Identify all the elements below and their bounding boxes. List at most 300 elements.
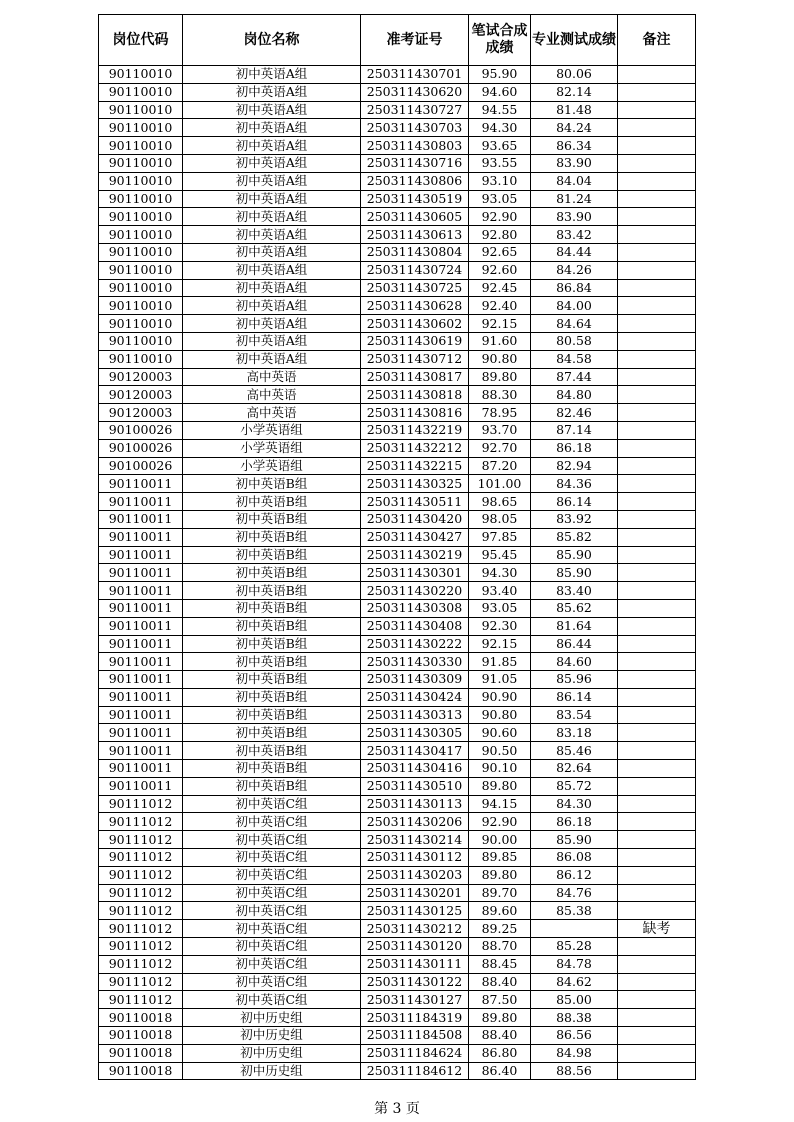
post-name-cell: 初中英语B组: [183, 599, 361, 617]
table-row: [99, 457, 696, 475]
header-professional-score: 专业测试成绩: [531, 15, 618, 66]
ticket-number-cell: 250311430203: [361, 866, 469, 884]
table-row: [99, 866, 696, 884]
table-row: [99, 208, 696, 226]
ticket-number-cell: 250311430712: [361, 350, 469, 368]
post-code-cell: 90110018: [99, 1044, 183, 1062]
table-row: [99, 119, 696, 137]
post-name-cell: 初中英语B组: [183, 742, 361, 760]
table-row: [99, 261, 696, 279]
written-score-cell: 92.45: [469, 279, 531, 297]
professional-score-cell: 88.38: [531, 1009, 618, 1027]
remark-cell: [618, 706, 696, 724]
ticket-number-cell: 250311430724: [361, 261, 469, 279]
remark-cell: [618, 813, 696, 831]
professional-score-cell: 85.90: [531, 831, 618, 849]
table-row: [99, 297, 696, 315]
written-score-cell: 93.10: [469, 172, 531, 190]
written-score-cell: 92.90: [469, 813, 531, 831]
professional-score-cell: [531, 920, 618, 938]
ticket-number-cell: 250311430427: [361, 528, 469, 546]
post-name-cell: 初中英语A组: [183, 332, 361, 350]
ticket-number-cell: 250311430602: [361, 315, 469, 333]
professional-score-cell: 83.42: [531, 226, 618, 244]
post-code-cell: 90110010: [99, 172, 183, 190]
written-score-cell: 92.15: [469, 635, 531, 653]
remark-cell: [618, 760, 696, 778]
ticket-number-cell: 250311430214: [361, 831, 469, 849]
written-score-cell: 95.90: [469, 66, 531, 84]
post-name-cell: 初中英语A组: [183, 208, 361, 226]
ticket-number-cell: 250311432219: [361, 421, 469, 439]
remark-cell: [618, 653, 696, 671]
professional-score-cell: 84.04: [531, 172, 618, 190]
ticket-number-cell: 250311430804: [361, 243, 469, 261]
written-score-cell: 88.30: [469, 386, 531, 404]
table-row: [99, 510, 696, 528]
table-body: [99, 66, 696, 1080]
remark-cell: [618, 742, 696, 760]
professional-score-cell: 82.46: [531, 404, 618, 422]
ticket-number-cell: 250311430416: [361, 760, 469, 778]
written-score-cell: 94.30: [469, 564, 531, 582]
post-code-cell: 90110010: [99, 243, 183, 261]
remark-cell: [618, 510, 696, 528]
professional-score-cell: 82.14: [531, 83, 618, 101]
table-row: [99, 83, 696, 101]
post-code-cell: 90111012: [99, 884, 183, 902]
post-name-cell: 初中英语C组: [183, 920, 361, 938]
professional-score-cell: 84.60: [531, 653, 618, 671]
ticket-number-cell: 250311430510: [361, 777, 469, 795]
professional-score-cell: 84.26: [531, 261, 618, 279]
written-score-cell: 90.00: [469, 831, 531, 849]
table-row: [99, 386, 696, 404]
professional-score-cell: 86.14: [531, 688, 618, 706]
ticket-number-cell: 250311430725: [361, 279, 469, 297]
written-score-cell: 88.45: [469, 955, 531, 973]
remark-cell: 缺考: [618, 920, 696, 938]
table-row: [99, 849, 696, 867]
post-code-cell: 90100026: [99, 439, 183, 457]
professional-score-cell: 88.56: [531, 1062, 618, 1080]
table-row: [99, 902, 696, 920]
written-score-cell: 93.05: [469, 599, 531, 617]
post-code-cell: 90110011: [99, 475, 183, 493]
post-code-cell: 90110018: [99, 1009, 183, 1027]
post-code-cell: 90111012: [99, 920, 183, 938]
ticket-number-cell: 250311430817: [361, 368, 469, 386]
post-name-cell: 初中英语B组: [183, 688, 361, 706]
post-name-cell: 初中历史组: [183, 1009, 361, 1027]
post-code-cell: 90110010: [99, 332, 183, 350]
ticket-number-cell: 250311430408: [361, 617, 469, 635]
post-code-cell: 90100026: [99, 421, 183, 439]
remark-cell: [618, 831, 696, 849]
table-row: [99, 546, 696, 564]
post-name-cell: 初中英语B组: [183, 617, 361, 635]
post-code-cell: 90110011: [99, 653, 183, 671]
professional-score-cell: 86.12: [531, 866, 618, 884]
post-name-cell: 高中英语: [183, 404, 361, 422]
post-name-cell: 初中历史组: [183, 1062, 361, 1080]
post-code-cell: 90120003: [99, 368, 183, 386]
post-name-cell: 小学英语组: [183, 457, 361, 475]
ticket-number-cell: 250311430120: [361, 938, 469, 956]
written-score-cell: 94.60: [469, 83, 531, 101]
table-row: [99, 1044, 696, 1062]
post-name-cell: 初中英语A组: [183, 261, 361, 279]
written-score-cell: 87.50: [469, 991, 531, 1009]
post-code-cell: 90110011: [99, 777, 183, 795]
written-score-cell: 90.60: [469, 724, 531, 742]
ticket-number-cell: 250311430308: [361, 599, 469, 617]
remark-cell: [618, 279, 696, 297]
written-score-cell: 86.40: [469, 1062, 531, 1080]
table-row: [99, 973, 696, 991]
professional-score-cell: 86.34: [531, 137, 618, 155]
professional-score-cell: 84.98: [531, 1044, 618, 1062]
post-name-cell: 高中英语: [183, 386, 361, 404]
remark-cell: [618, 332, 696, 350]
post-code-cell: 90110010: [99, 66, 183, 84]
written-score-cell: 91.60: [469, 332, 531, 350]
professional-score-cell: 84.78: [531, 955, 618, 973]
written-score-cell: 90.80: [469, 350, 531, 368]
table-row: [99, 671, 696, 689]
ticket-number-cell: 250311430424: [361, 688, 469, 706]
written-score-cell: 93.40: [469, 582, 531, 600]
remark-cell: [618, 991, 696, 1009]
post-name-cell: 初中英语B组: [183, 635, 361, 653]
written-score-cell: 91.85: [469, 653, 531, 671]
table-row: [99, 795, 696, 813]
post-name-cell: 初中历史组: [183, 1027, 361, 1045]
post-name-cell: 初中英语C组: [183, 831, 361, 849]
ticket-number-cell: 250311184612: [361, 1062, 469, 1080]
ticket-number-cell: 250311430519: [361, 190, 469, 208]
ticket-number-cell: 250311430122: [361, 973, 469, 991]
ticket-number-cell: 250311430818: [361, 386, 469, 404]
professional-score-cell: 85.72: [531, 777, 618, 795]
professional-score-cell: 81.64: [531, 617, 618, 635]
professional-score-cell: 87.44: [531, 368, 618, 386]
post-code-cell: 90110010: [99, 261, 183, 279]
professional-score-cell: 84.80: [531, 386, 618, 404]
table-row: [99, 760, 696, 778]
post-name-cell: 初中英语A组: [183, 172, 361, 190]
professional-score-cell: 85.82: [531, 528, 618, 546]
remark-cell: [618, 582, 696, 600]
written-score-cell: 89.70: [469, 884, 531, 902]
post-code-cell: 90110011: [99, 528, 183, 546]
professional-score-cell: 83.90: [531, 154, 618, 172]
remark-cell: [618, 457, 696, 475]
post-name-cell: 高中英语: [183, 368, 361, 386]
remark-cell: [618, 671, 696, 689]
post-code-cell: 90110011: [99, 760, 183, 778]
table-row: [99, 493, 696, 511]
professional-score-cell: 83.40: [531, 582, 618, 600]
written-score-cell: 92.90: [469, 208, 531, 226]
ticket-number-cell: 250311430511: [361, 493, 469, 511]
ticket-number-cell: 250311430325: [361, 475, 469, 493]
ticket-number-cell: 250311184319: [361, 1009, 469, 1027]
ticket-number-cell: 250311430201: [361, 884, 469, 902]
written-score-cell: 89.85: [469, 849, 531, 867]
table-row: [99, 991, 696, 1009]
post-code-cell: 90110010: [99, 350, 183, 368]
ticket-number-cell: 250311430212: [361, 920, 469, 938]
post-name-cell: 初中英语C组: [183, 813, 361, 831]
ticket-number-cell: 250311430220: [361, 582, 469, 600]
post-code-cell: 90110011: [99, 635, 183, 653]
post-code-cell: 90111012: [99, 849, 183, 867]
post-code-cell: 90111012: [99, 795, 183, 813]
written-score-cell: 78.95: [469, 404, 531, 422]
post-code-cell: 90111012: [99, 991, 183, 1009]
post-name-cell: 初中英语C组: [183, 938, 361, 956]
remark-cell: [618, 350, 696, 368]
table-row: [99, 368, 696, 386]
professional-score-cell: 85.62: [531, 599, 618, 617]
written-score-cell: 93.65: [469, 137, 531, 155]
post-code-cell: 90111012: [99, 938, 183, 956]
post-code-cell: 90110010: [99, 83, 183, 101]
post-name-cell: 初中历史组: [183, 1044, 361, 1062]
page-number: 第 3 页: [374, 1101, 420, 1117]
written-score-cell: 91.05: [469, 671, 531, 689]
post-name-cell: 初中英语B组: [183, 671, 361, 689]
table-row: [99, 154, 696, 172]
remark-cell: [618, 528, 696, 546]
table-row: [99, 332, 696, 350]
professional-score-cell: 84.00: [531, 297, 618, 315]
post-name-cell: 初中英语B组: [183, 564, 361, 582]
ticket-number-cell: 250311430816: [361, 404, 469, 422]
written-score-cell: 89.80: [469, 777, 531, 795]
remark-cell: [618, 101, 696, 119]
post-name-cell: 初中英语A组: [183, 154, 361, 172]
remark-cell: [618, 849, 696, 867]
header-written-score: 笔试合成成绩: [469, 15, 531, 66]
remark-cell: [618, 421, 696, 439]
professional-score-cell: 82.64: [531, 760, 618, 778]
table-row: [99, 1027, 696, 1045]
post-code-cell: 90110018: [99, 1027, 183, 1045]
written-score-cell: 92.80: [469, 226, 531, 244]
post-code-cell: 90110010: [99, 297, 183, 315]
ticket-number-cell: 250311430803: [361, 137, 469, 155]
remark-cell: [618, 973, 696, 991]
remark-cell: [618, 493, 696, 511]
written-score-cell: 97.85: [469, 528, 531, 546]
table-row: [99, 226, 696, 244]
post-name-cell: 初中英语A组: [183, 243, 361, 261]
professional-score-cell: 86.44: [531, 635, 618, 653]
ticket-number-cell: 250311430219: [361, 546, 469, 564]
table-row: [99, 938, 696, 956]
remark-cell: [618, 724, 696, 742]
table-row: [99, 350, 696, 368]
ticket-number-cell: 250311430716: [361, 154, 469, 172]
ticket-number-cell: 250311430222: [361, 635, 469, 653]
header-ticket-number: 准考证号: [361, 15, 469, 66]
professional-score-cell: 83.54: [531, 706, 618, 724]
remark-cell: [618, 955, 696, 973]
post-name-cell: 初中英语B组: [183, 493, 361, 511]
post-code-cell: 90110011: [99, 688, 183, 706]
table-row: [99, 777, 696, 795]
post-name-cell: 初中英语A组: [183, 190, 361, 208]
ticket-number-cell: 250311430420: [361, 510, 469, 528]
post-code-cell: 90110010: [99, 119, 183, 137]
written-score-cell: 92.60: [469, 261, 531, 279]
post-name-cell: 初中英语C组: [183, 866, 361, 884]
ticket-number-cell: 250311430113: [361, 795, 469, 813]
post-name-cell: 初中英语B组: [183, 760, 361, 778]
ticket-number-cell: 250311184624: [361, 1044, 469, 1062]
professional-score-cell: 86.14: [531, 493, 618, 511]
professional-score-cell: 85.96: [531, 671, 618, 689]
post-code-cell: 90120003: [99, 404, 183, 422]
professional-score-cell: 83.90: [531, 208, 618, 226]
post-name-cell: 初中英语B组: [183, 510, 361, 528]
table-row: [99, 582, 696, 600]
post-code-cell: 90110011: [99, 564, 183, 582]
table-row: [99, 101, 696, 119]
post-code-cell: 90110011: [99, 724, 183, 742]
written-score-cell: 101.00: [469, 475, 531, 493]
written-score-cell: 92.65: [469, 243, 531, 261]
post-name-cell: 初中英语C组: [183, 902, 361, 920]
post-name-cell: 初中英语C组: [183, 991, 361, 1009]
ticket-number-cell: 250311430620: [361, 83, 469, 101]
written-score-cell: 93.55: [469, 154, 531, 172]
ticket-number-cell: 250311430309: [361, 671, 469, 689]
professional-score-cell: 84.36: [531, 475, 618, 493]
written-score-cell: 93.70: [469, 421, 531, 439]
professional-score-cell: 84.44: [531, 243, 618, 261]
professional-score-cell: 85.90: [531, 564, 618, 582]
professional-score-cell: 86.84: [531, 279, 618, 297]
post-name-cell: 初中英语A组: [183, 83, 361, 101]
post-name-cell: 初中英语A组: [183, 119, 361, 137]
professional-score-cell: 87.14: [531, 421, 618, 439]
table-row: [99, 279, 696, 297]
remark-cell: [618, 83, 696, 101]
post-code-cell: 90110018: [99, 1062, 183, 1080]
remark-cell: [618, 617, 696, 635]
ticket-number-cell: 250311430301: [361, 564, 469, 582]
table-row: [99, 1062, 696, 1080]
remark-cell: [618, 119, 696, 137]
ticket-number-cell: 250311430125: [361, 902, 469, 920]
ticket-number-cell: 250311430703: [361, 119, 469, 137]
remark-cell: [618, 564, 696, 582]
post-name-cell: 初中英语A组: [183, 315, 361, 333]
remark-cell: [618, 208, 696, 226]
table-row: [99, 190, 696, 208]
written-score-cell: 90.80: [469, 706, 531, 724]
professional-score-cell: 83.92: [531, 510, 618, 528]
ticket-number-cell: 250311184508: [361, 1027, 469, 1045]
ticket-number-cell: 250311430619: [361, 332, 469, 350]
post-code-cell: 90100026: [99, 457, 183, 475]
post-code-cell: 90111012: [99, 866, 183, 884]
post-name-cell: 初中英语B组: [183, 582, 361, 600]
post-code-cell: 90111012: [99, 813, 183, 831]
remark-cell: [618, 1044, 696, 1062]
post-name-cell: 初中英语B组: [183, 475, 361, 493]
written-score-cell: 86.80: [469, 1044, 531, 1062]
professional-score-cell: 85.28: [531, 938, 618, 956]
table-row: [99, 831, 696, 849]
ticket-number-cell: 250311430313: [361, 706, 469, 724]
post-code-cell: 90111012: [99, 902, 183, 920]
post-name-cell: 初中英语A组: [183, 350, 361, 368]
post-name-cell: 初中英语C组: [183, 955, 361, 973]
ticket-number-cell: 250311430628: [361, 297, 469, 315]
remark-cell: [618, 635, 696, 653]
table-row: [99, 1009, 696, 1027]
remark-cell: [618, 688, 696, 706]
table-row: [99, 653, 696, 671]
table-row: [99, 243, 696, 261]
table-row: [99, 66, 696, 84]
written-score-cell: 94.15: [469, 795, 531, 813]
professional-score-cell: 82.94: [531, 457, 618, 475]
professional-score-cell: 84.24: [531, 119, 618, 137]
post-code-cell: 90110011: [99, 706, 183, 724]
written-score-cell: 90.90: [469, 688, 531, 706]
remark-cell: [618, 475, 696, 493]
post-name-cell: 初中英语A组: [183, 66, 361, 84]
post-name-cell: 初中英语B组: [183, 706, 361, 724]
post-code-cell: 90110011: [99, 546, 183, 564]
remark-cell: [618, 190, 696, 208]
ticket-number-cell: 250311430127: [361, 991, 469, 1009]
post-name-cell: 初中英语A组: [183, 297, 361, 315]
table-row: [99, 315, 696, 333]
professional-score-cell: 84.62: [531, 973, 618, 991]
remark-cell: [618, 386, 696, 404]
post-name-cell: 初中英语C组: [183, 795, 361, 813]
post-code-cell: 90110011: [99, 582, 183, 600]
remark-cell: [618, 777, 696, 795]
table-row: [99, 742, 696, 760]
table-row: [99, 564, 696, 582]
table-row: [99, 172, 696, 190]
post-name-cell: 初中英语B组: [183, 777, 361, 795]
post-name-cell: 初中英语C组: [183, 884, 361, 902]
remark-cell: [618, 439, 696, 457]
professional-score-cell: 85.38: [531, 902, 618, 920]
remark-cell: [618, 137, 696, 155]
table-row: [99, 955, 696, 973]
written-score-cell: 90.50: [469, 742, 531, 760]
table-row: [99, 706, 696, 724]
written-score-cell: 92.70: [469, 439, 531, 457]
ticket-number-cell: 250311430605: [361, 208, 469, 226]
table-header: [99, 15, 696, 66]
written-score-cell: 89.80: [469, 1009, 531, 1027]
written-score-cell: 88.40: [469, 1027, 531, 1045]
professional-score-cell: 84.64: [531, 315, 618, 333]
ticket-number-cell: 250311430727: [361, 101, 469, 119]
remark-cell: [618, 1009, 696, 1027]
remark-cell: [618, 866, 696, 884]
